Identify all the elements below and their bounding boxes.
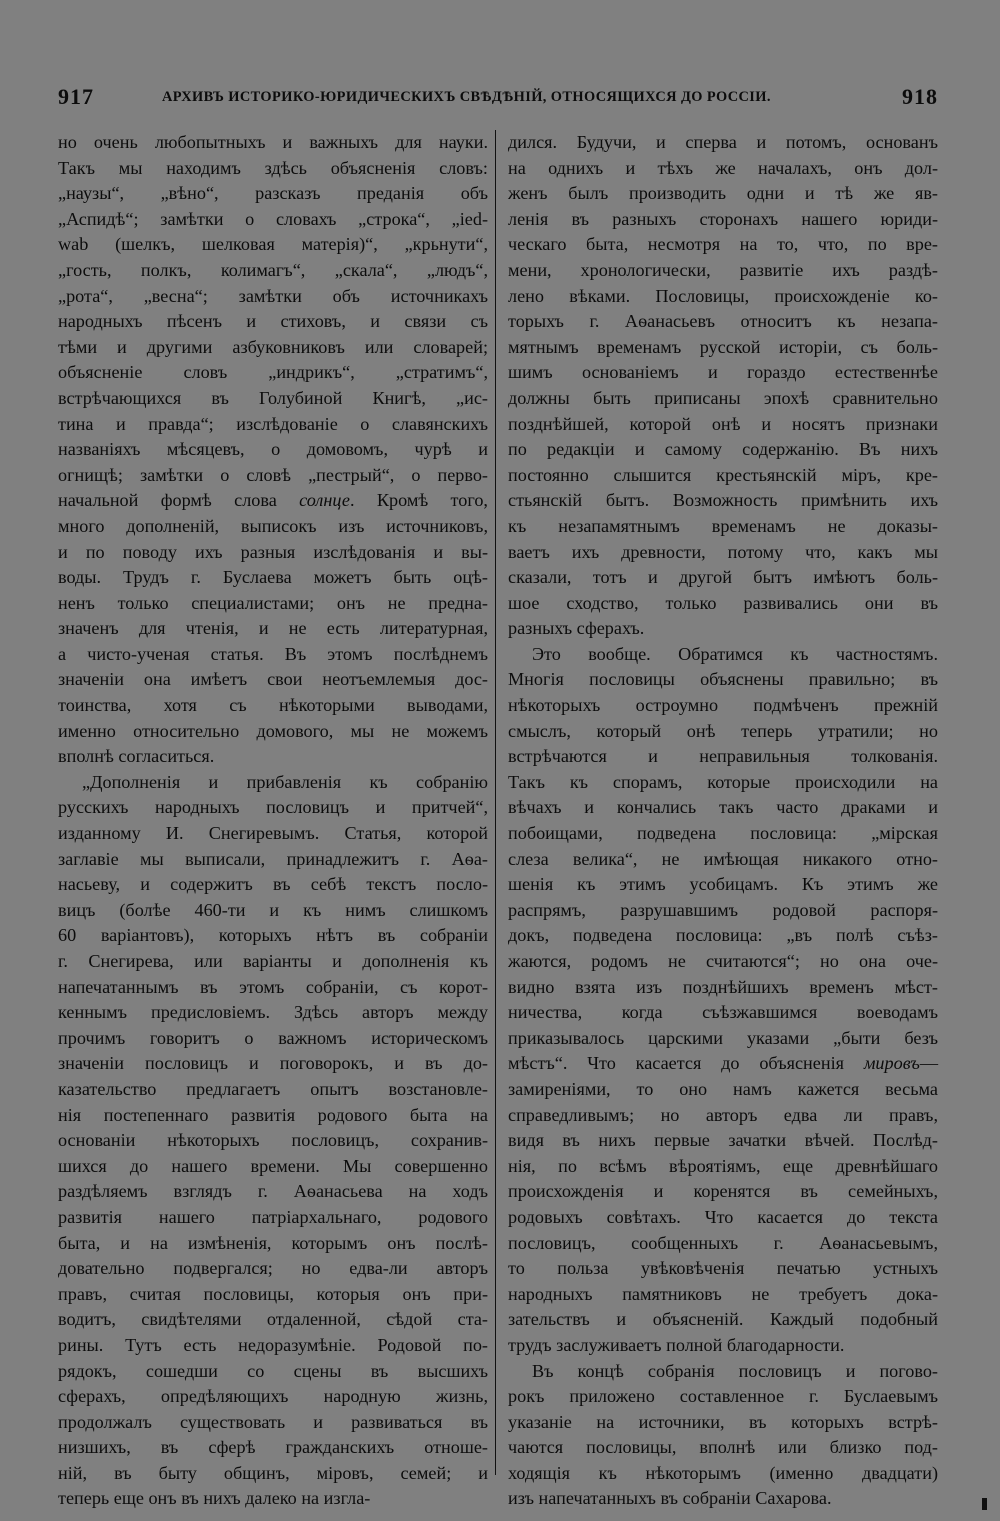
text-line: воды. Трудъ г. Буслаева можетъ быть оцѣ-	[58, 567, 488, 588]
text-line: Такъ мы находимъ здѣсь объясненія словъ:	[58, 157, 488, 178]
page-number-left: 917	[58, 84, 94, 109]
text-line: низшихъ, въ сферѣ гражданскихъ отноше-	[58, 1437, 488, 1458]
text-line: встрѣчаются и неправильныя толкованія.	[508, 746, 938, 767]
text-line: ній, въ быту общинъ, міровъ, семей; и	[58, 1462, 488, 1483]
text-line: происхожденія и коренятся въ семейныхъ,	[508, 1181, 938, 1202]
text-line: постоянно слышится крестьянскій міръ, кре-	[508, 464, 938, 485]
text-line: шимъ основаніемъ и гораздо естественнѣе	[508, 362, 938, 383]
text-line: 60 варіантовъ), которыхъ нѣтъ въ собраніи	[58, 925, 488, 946]
left-column	[58, 130, 488, 1512]
text-line: много дополненій, выписокъ изъ источниковъ,	[58, 515, 488, 536]
text-line: значеніи она имѣетъ свои неотъемлемыя дос-	[58, 669, 488, 690]
text-line: видно взята изъ позднѣйшихъ временъ мѣст-	[508, 976, 938, 997]
page-number-right: 918	[902, 84, 938, 109]
text-line: тоинства, хотя съ нѣкоторыми выводами,	[58, 695, 488, 716]
column-divider	[495, 130, 496, 1475]
text-line: разныхъ сферахъ.	[508, 618, 645, 639]
text-line: водитъ, свидѣтелями отдаленной, сѣдой ста-	[58, 1309, 488, 1330]
text-line: побоищами, подведена пословица: „мірская	[508, 823, 938, 844]
running-header	[58, 84, 938, 114]
text-line: зательствъ и объясненій. Каждый подобный	[508, 1309, 938, 1330]
text-line: родовыхъ совѣтахъ. Что касается до текста	[508, 1206, 938, 1227]
text-line: рины. Тутъ есть недоразумѣніе. Родовой по-	[58, 1334, 488, 1355]
text-line: „Аспидѣ“; замѣтки о словахъ „строка“, „ied-	[58, 208, 488, 229]
text-line: вицъ (болѣе 460-ти и къ нимъ слишкомъ	[58, 899, 488, 920]
text-line: Такъ къ спорамъ, которые происходили на	[508, 771, 938, 792]
text-line: ничества, когда съѣзжавшимся воеводамъ	[508, 1002, 938, 1023]
text-line: то польза увѣковѣченія печатью устныхъ	[508, 1258, 938, 1279]
text-line: чаются пословицы, вполнѣ или близко под-	[508, 1437, 938, 1458]
text-line: прочимъ говоритъ о важномъ историческомъ	[58, 1027, 488, 1048]
text-line: „гость, полкъ, колимагъ“, „скала“, „людъ“,	[58, 259, 488, 280]
text-line: огнищѣ; замѣтки о словѣ „пестрый“, о перво-	[58, 464, 488, 485]
text-line: стьянскій бытъ. Возможность примѣнить ихъ	[508, 490, 938, 511]
text-line: приказывалось царскими указами „быти безъ	[508, 1027, 938, 1048]
text-line: развитія нашего патріархальнаго, родового	[58, 1206, 488, 1227]
text-line: ческаго быта, несмотря на то, что, по вре-	[508, 234, 938, 255]
text-line: „рота“, „весна“; замѣтки объ источникахъ	[58, 285, 488, 306]
text-line: начальной формѣ слова солнце. Кромѣ того,	[58, 490, 488, 511]
text-line: народныхъ памятниковъ не требуетъ дока-	[508, 1283, 938, 1304]
text-line: продолжалъ существовать и развиваться въ	[58, 1411, 488, 1432]
text-line: мѣстъ“. Что касается до объясненія мировъ—	[508, 1053, 938, 1074]
text-line: вѣчахъ и кончались такъ часто драками и	[508, 797, 938, 818]
text-line: значенъ для чтенія, и не есть литературная,	[58, 618, 488, 639]
text-line: г. Снегирева, или варіанты и дополненія къ	[58, 951, 488, 971]
text-line: трудъ заслуживаетъ полной благодарности.	[508, 1334, 845, 1355]
text-line: вполнѣ согласиться.	[58, 746, 215, 767]
text-line: теперь еще онъ въ нихъ далеко на изгла-	[58, 1488, 371, 1509]
text-line: Въ концѣ собранія пословицъ и погово-	[532, 1360, 938, 1381]
text-line: мени, хронологически, развитіе ихъ раздѣ-	[508, 259, 938, 280]
text-line: напечатаннымъ въ этомъ собраніи, съ корот-	[58, 976, 488, 997]
text-line: жаются, родомъ не считаются“; но она оче-	[508, 951, 938, 971]
italic-word: мировъ	[863, 1053, 920, 1074]
text-line: Многія пословицы объяснены правильно; въ	[508, 669, 938, 690]
text-line: народныхъ пѣсенъ и стиховъ, и связи съ	[58, 311, 488, 332]
text-line: встрѣчающихся въ Голубиной Книгѣ, „ис-	[58, 387, 488, 408]
text-line: изъ напечатанныхъ въ собраніи Сахарова.	[508, 1488, 832, 1509]
text-line: Это вообще. Обратимся къ частностямъ.	[532, 643, 938, 664]
text-line: шое сходство, только развивались они въ	[508, 592, 938, 613]
text-line: значеніи пословицъ и поговорокъ, и въ до-	[58, 1053, 488, 1074]
italic-word: солнце	[299, 490, 350, 511]
text-line: нѣкоторыхъ остроумно подмѣченъ прежній	[508, 695, 938, 716]
text-line: объясненіе словъ „индрикъ“, „стратимъ“,	[58, 362, 488, 383]
text-line: насьеву, и содержитъ въ себѣ текстъ посло-	[58, 874, 488, 895]
text-line: раздѣляемъ взглядъ г. Аѳанасьева на ходъ	[58, 1181, 488, 1202]
text-line: основаніи нѣкоторыхъ пословицъ, сохранив-	[58, 1130, 488, 1151]
text-line: а чисто-ученая статья. Въ этомъ послѣднемъ	[58, 643, 488, 664]
text-line: смыслъ, который онѣ теперь утратили; но	[508, 720, 938, 741]
text-line: пословицъ, сообщенныхъ г. Аѳанасьевымъ,	[508, 1232, 938, 1253]
text-line: тина и правда“; изслѣдованіе о славянскихъ	[58, 413, 488, 434]
running-title: АРХИВЪ ИСТОРИКО-ЮРИДИЧЕСКИХЪ СВѢДѢНІЙ, ОТНОСЯЩИХСЯ ДО РОССІИ.	[162, 89, 771, 105]
text-line: торыхъ г. Аѳанасьевъ относитъ къ незапа-	[508, 311, 938, 332]
text-line: позднѣйшей, которой онѣ и носятъ признаки	[508, 413, 938, 434]
text-line: сферахъ, опредѣляющихъ народную жизнь,	[58, 1386, 488, 1407]
text-line: шенія къ этимъ усобицамъ. Къ этимъ же	[508, 874, 938, 895]
text-line: wab (шелкъ, шелковая матерія)“, „крьнути“,	[58, 234, 488, 255]
text-line: докъ, подведена пословица: „въ полѣ съѣз-	[508, 925, 938, 946]
text-line: „наузы“, „вѣно“, разсказъ преданія объ	[58, 183, 488, 204]
text-line: женъ былъ производить одни и тѣ же яв-	[508, 183, 938, 204]
text-line: и по поводу ихъ разныя изслѣдованія и вы-	[58, 541, 488, 562]
text-line: шихся до нашего времени. Мы совершенно	[58, 1155, 488, 1176]
text-line: на однихъ и тѣхъ же началахъ, онъ дол-	[508, 157, 938, 178]
text-line: русскихъ народныхъ пословицъ и притчей“,	[58, 797, 488, 818]
text-line: тѣми и другими азбуковниковъ или словарей;	[58, 336, 488, 357]
text-line: но очень любопытныхъ и важныхъ для науки.	[58, 132, 488, 152]
text-line: быта, и на измѣненія, которымъ онъ послѣ-	[58, 1232, 488, 1253]
right-column	[508, 130, 938, 1512]
edge-mark	[982, 1498, 987, 1510]
text-line: заглавіе мы выписали, принадлежитъ г. Аѳа-	[58, 848, 488, 869]
text-line: рядокъ, сошедши со сцены въ высшихъ	[58, 1360, 488, 1381]
text-line: справедливымъ; но авторъ едва ли правъ,	[508, 1104, 938, 1125]
text-line: по редакціи и самому содержанію. Въ нихъ	[508, 439, 938, 460]
text-line: ленія въ разныхъ сторонахъ нашего юриди-	[508, 208, 938, 229]
text-line: ваетъ ихъ древности, потому что, какъ мы	[508, 541, 938, 562]
text-line: мятнымъ временамъ русской исторіи, съ боль-	[508, 336, 938, 357]
text-line: должны быть приписаны эпохѣ сравнительно	[508, 387, 938, 408]
text-line: „Дополненія и прибавленія къ собранію	[82, 771, 488, 792]
text-line: рокъ приложено составленное г. Буслаевымъ	[508, 1386, 938, 1407]
text-line: ходящія къ нѣкоторымъ (именно двадцати)	[508, 1462, 938, 1483]
text-line: ненъ только специалистами; онъ не предна-	[58, 592, 488, 613]
text-line: правъ, считая пословицы, которыя онъ при-	[58, 1283, 488, 1304]
text-line: именно относительно домового, мы не можемъ	[58, 720, 488, 741]
text-line: лено вѣками. Пословицы, происхожденіе ко-	[508, 285, 938, 306]
text-line: довательно подвергался; но едва-ли авторъ	[58, 1258, 488, 1279]
text-line: нія, по всѣмъ вѣроятіямъ, еще древнѣйшаго	[508, 1155, 938, 1176]
text-line: слеза велика“, не имѣющая никакого отно-	[508, 848, 938, 869]
text-line: дился. Будучи, и сперва и потомъ, основанъ	[508, 132, 938, 152]
text-line: нія постепеннаго развитія родового быта на	[58, 1104, 488, 1125]
text-line: замиреніями, то оно намъ кажется весьма	[508, 1078, 938, 1099]
text-line: указаніе на источники, въ которыхъ встрѣ-	[508, 1411, 938, 1432]
text-line: сказали, тотъ и другой бытъ имѣютъ боль-	[508, 567, 938, 588]
text-line: казательство предлагаетъ опытъ возстановле-	[58, 1078, 488, 1099]
text-line: кеннымъ предисловіемъ. Здѣсь авторъ между	[58, 1002, 488, 1023]
text-line: изданному И. Снегиревымъ. Статья, которой	[58, 823, 488, 844]
text-line: распрямъ, разрушавшимъ родовой распоря-	[508, 899, 938, 920]
text-line: къ незапамятнымъ временамъ не доказы-	[508, 515, 938, 536]
text-line: видя въ нихъ первые зачатки вѣчей. Послѣд-	[508, 1130, 938, 1151]
text-line: названіяхъ мѣсяцевъ, о домовомъ, чурѣ и	[58, 439, 488, 460]
